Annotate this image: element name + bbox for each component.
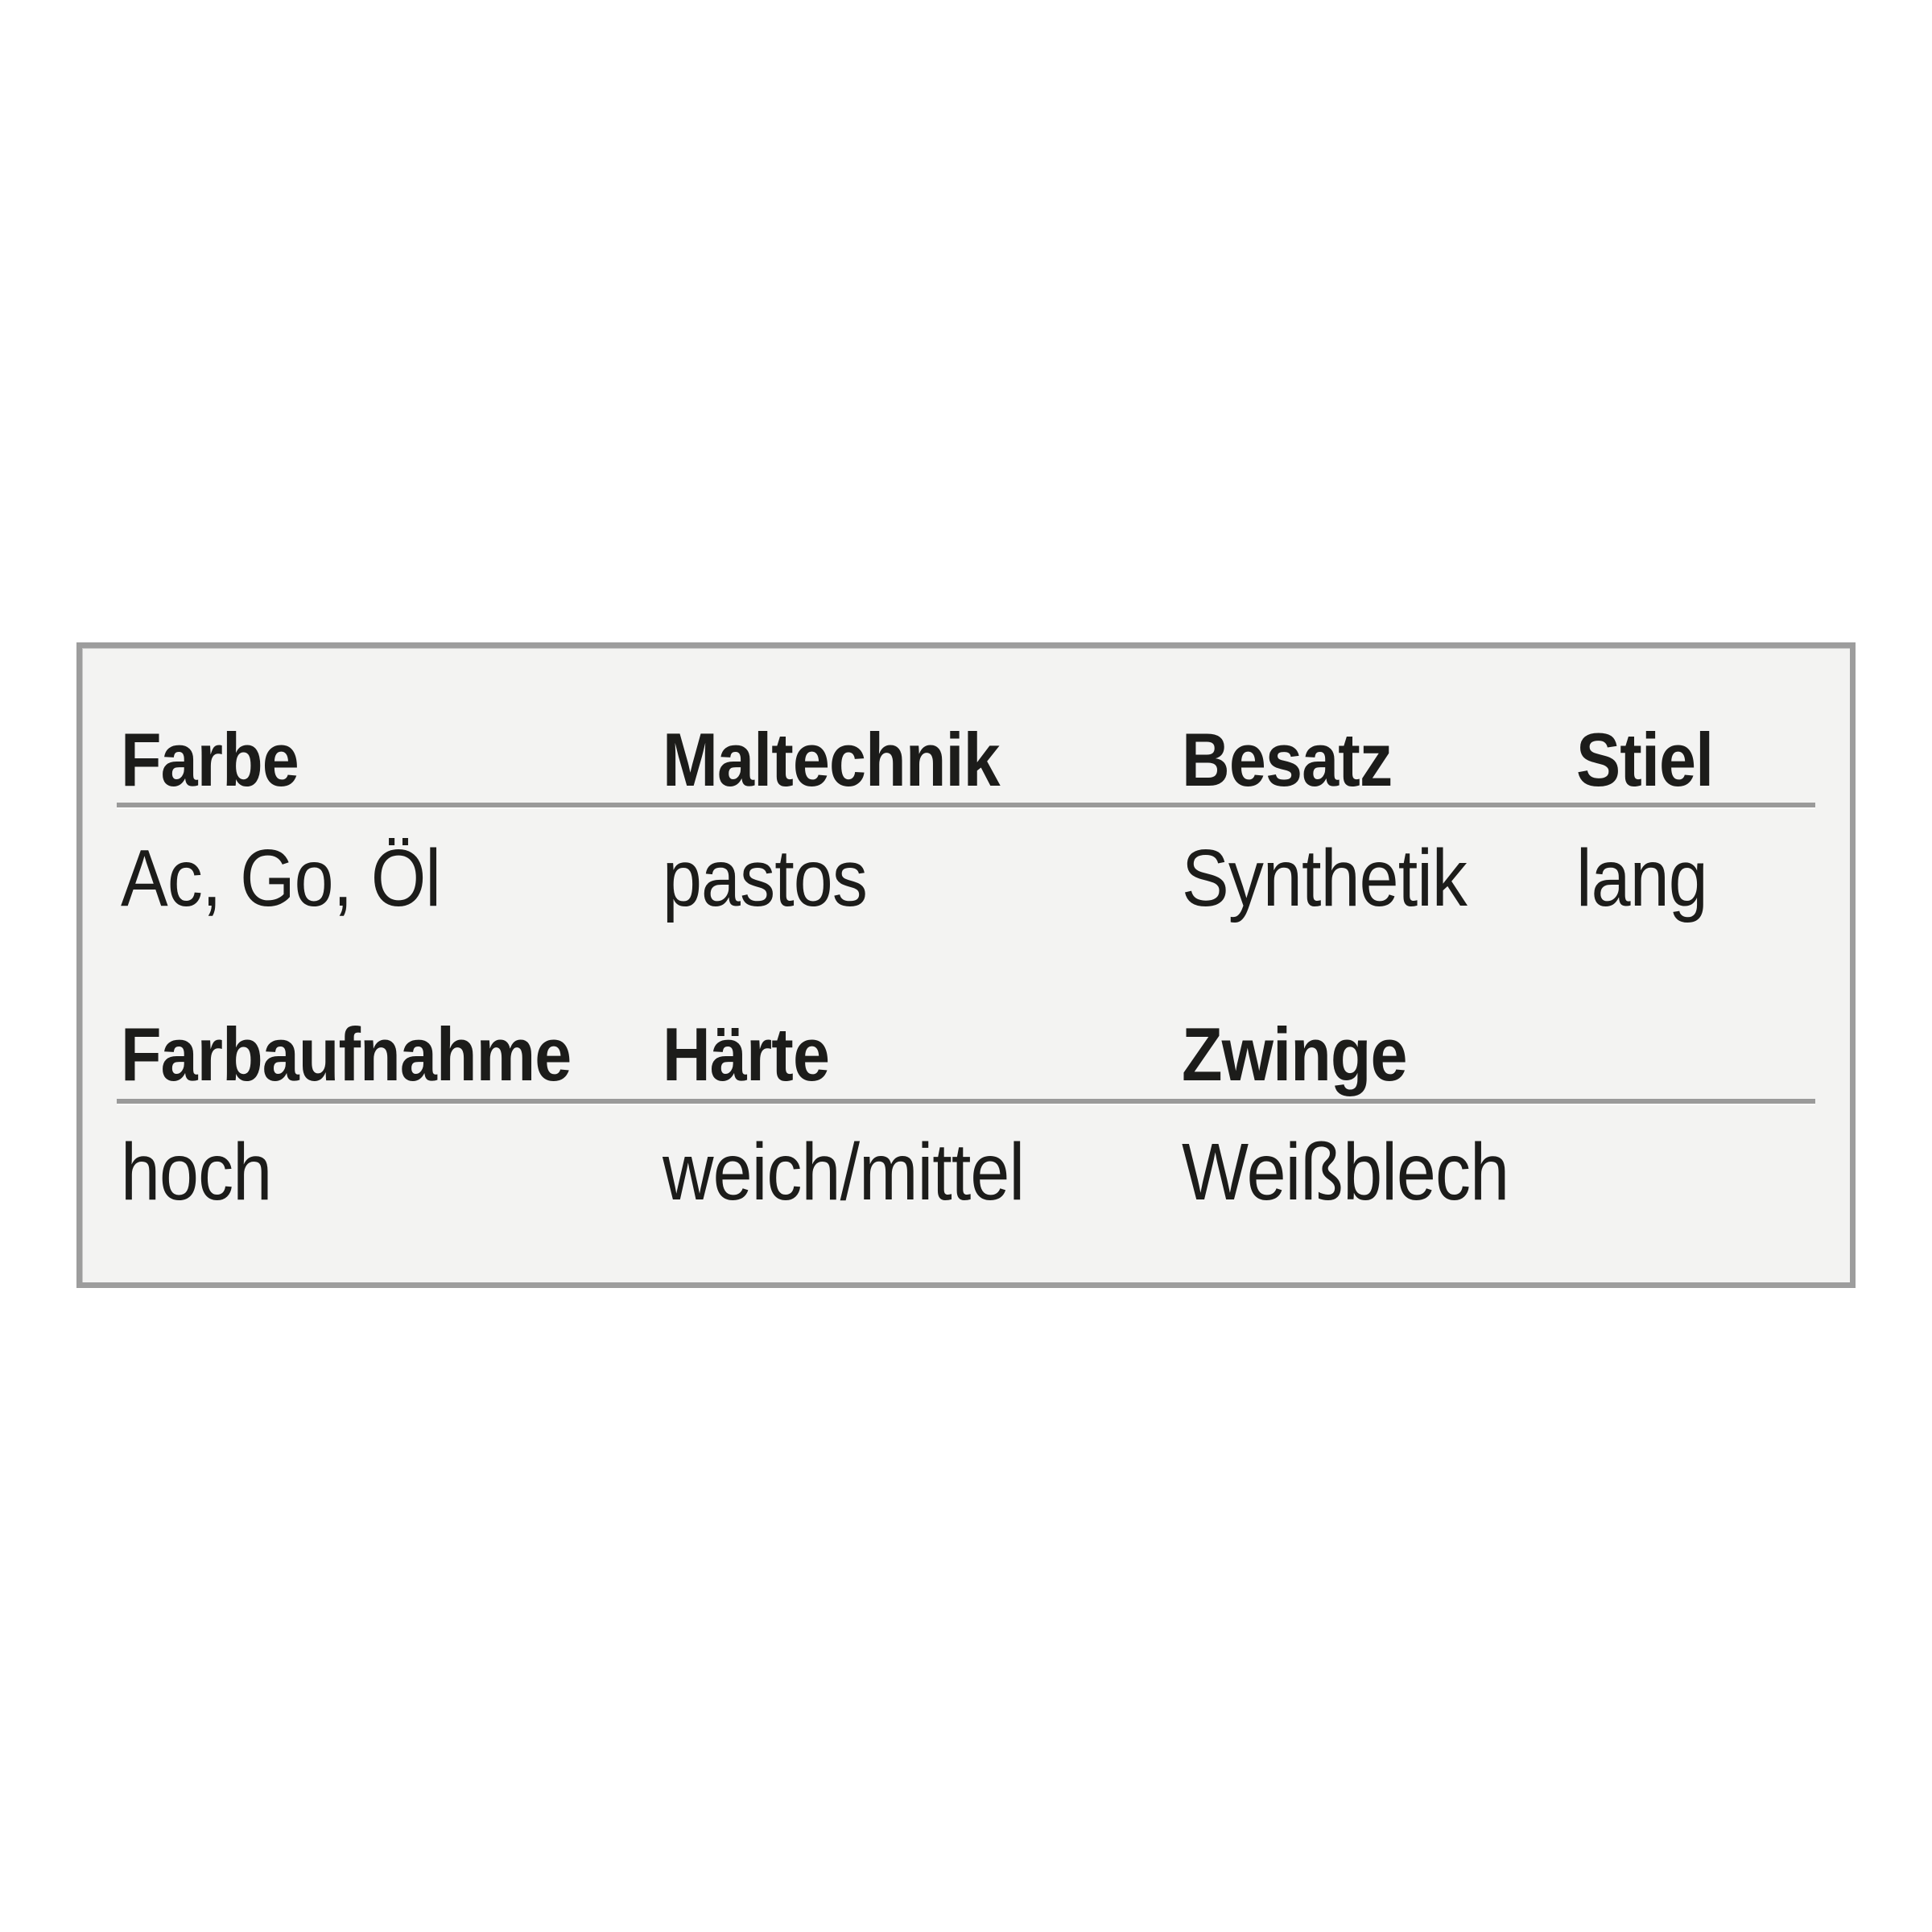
column-header-farbe: Farbe bbox=[121, 717, 299, 802]
value-farbaufnahme: hoch bbox=[121, 1127, 272, 1217]
column-header-maltechnik: Maltechnik bbox=[663, 717, 1000, 802]
value-haerte: weich/mittel bbox=[663, 1127, 1025, 1217]
value-zwinge: Weißblech bbox=[1182, 1127, 1509, 1217]
header-underline-row1 bbox=[117, 803, 1815, 807]
column-header-farbaufnahme: Farbaufnahme bbox=[121, 1012, 572, 1096]
value-farbe: Ac, Go, Öl bbox=[121, 833, 441, 923]
value-stiel: lang bbox=[1576, 833, 1707, 923]
spec-table-card bbox=[76, 642, 1856, 1288]
column-header-zwinge: Zwinge bbox=[1182, 1012, 1407, 1096]
column-header-haerte: Härte bbox=[663, 1012, 830, 1096]
value-maltechnik: pastos bbox=[663, 833, 868, 923]
column-header-stiel: Stiel bbox=[1576, 717, 1714, 802]
value-besatz: Synthetik bbox=[1182, 833, 1468, 923]
column-header-besatz: Besatz bbox=[1182, 717, 1393, 802]
header-underline-row2 bbox=[117, 1099, 1815, 1104]
